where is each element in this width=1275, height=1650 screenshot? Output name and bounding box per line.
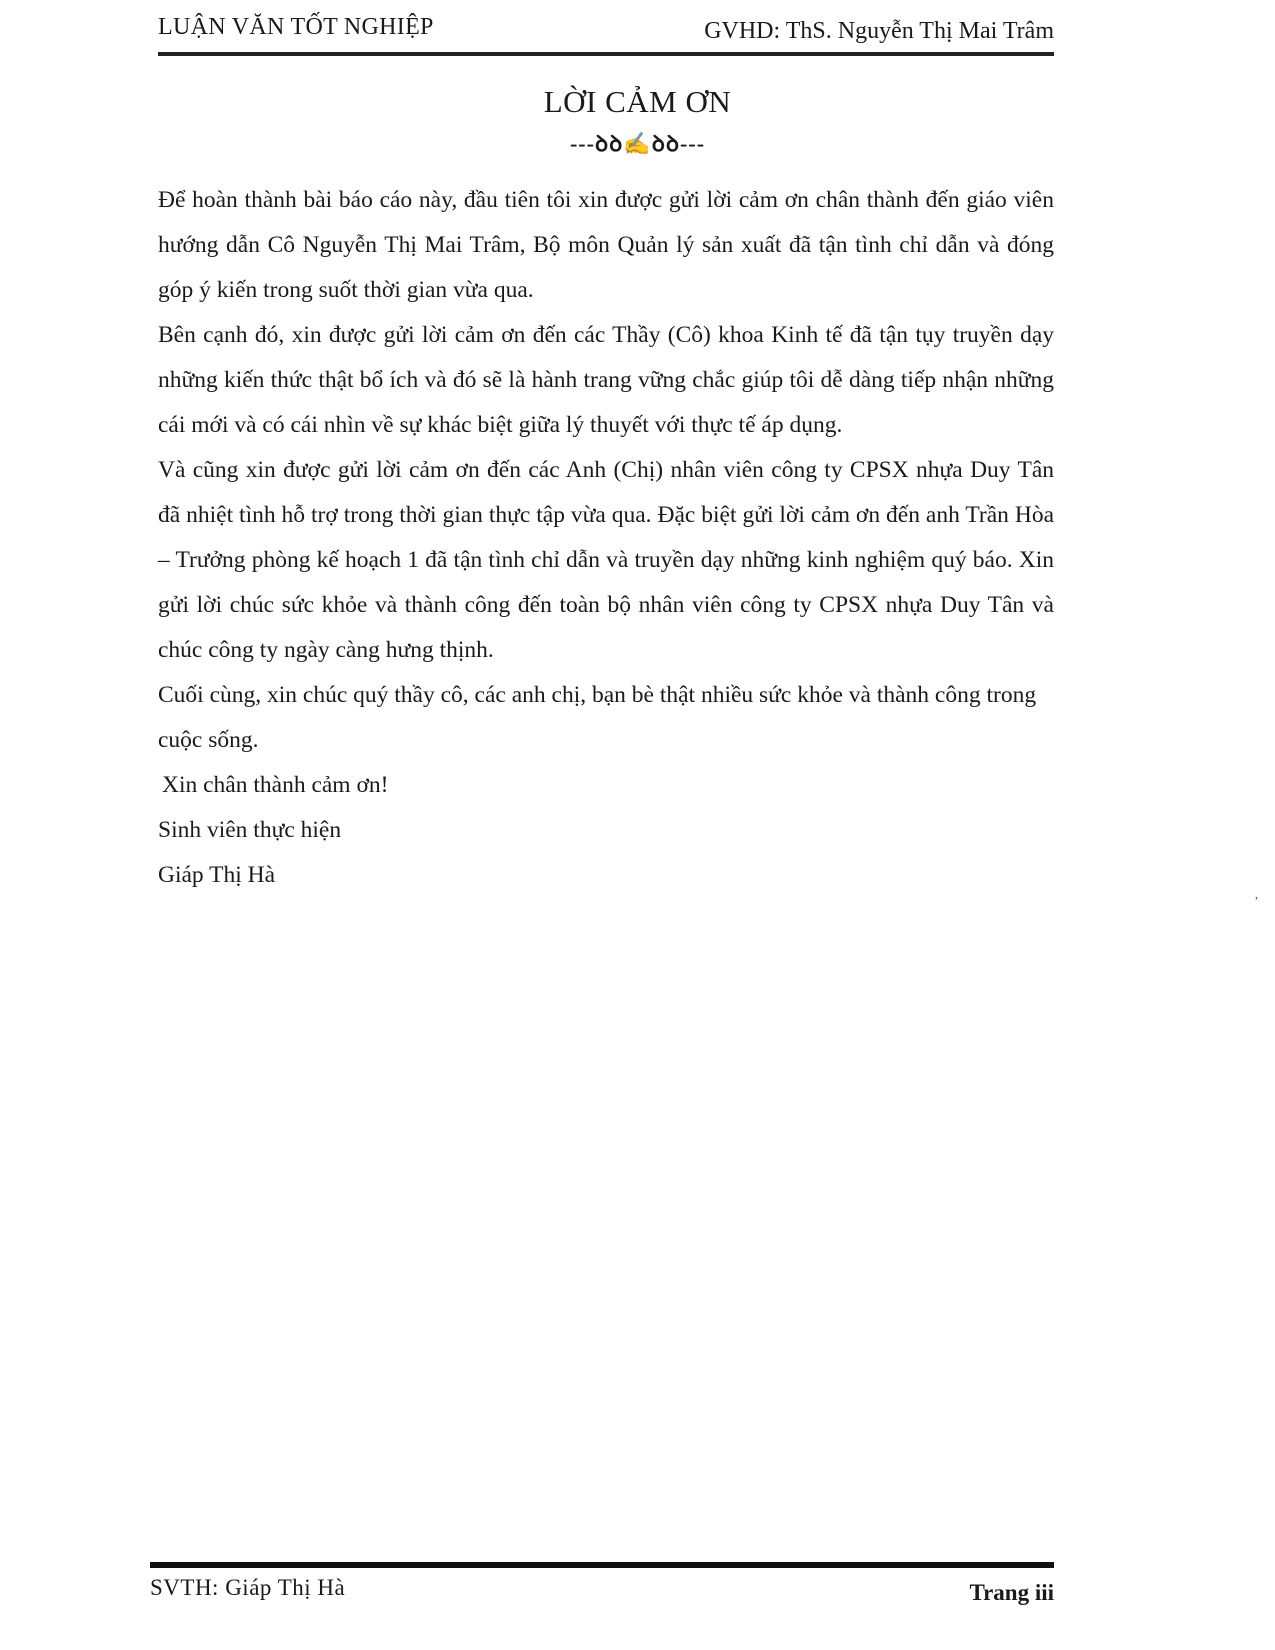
header-divider	[158, 52, 1054, 56]
acknowledgement-body	[158, 178, 1054, 898]
footer-page-number: Trang iii	[969, 1580, 1054, 1605]
signature-role: Sinh viên thực hiện	[158, 817, 342, 843]
footer-divider	[150, 1562, 1054, 1568]
title-ornament: ---ꝺꝺ✍ꝺꝺ---	[569, 131, 706, 156]
paragraph-2: Bên cạnh đó, xin được gửi lời cảm ơn đến các Thầy (Cô) khoa Kinh tế đã tận tụy truyền dạy những kiến thức thật bổ ích và đó sẽ là hành trang vững chắc giúp tôi dễ dàng tiếp nhận những cái mới và có cái nhìn về sự khác biệt giữa lý thuyết với thực tế áp dụng.	[158, 322, 1054, 438]
footer-student: SVTH: Giáp Thị Hà	[150, 1575, 346, 1600]
signature-name: Giáp Thị Hà	[158, 862, 276, 888]
paragraph-1: Để hoàn thành bài báo cáo này, đầu tiên tôi xin được gửi lời cảm ơn chân thành đến giáo viên hướng dẫn Cô Nguyễn Thị Mai Trâm, Bộ môn Quản lý sản xuất đã tận tình chỉ dẫn và đóng góp ý kiến trong suốt thời gian vừa qua.	[158, 187, 1054, 303]
header-thesis-label: LUẬN VĂN TỐT NGHIỆP	[158, 14, 434, 40]
header-advisor: GVHD: ThS. Nguyễn Thị Mai Trâm	[704, 18, 1054, 44]
scan-margin-mark: ,	[1255, 887, 1258, 901]
paragraph-4: Cuối cùng, xin chúc quý thầy cô, các anh chị, bạn bè thật nhiều sức khỏe và thành công trong cuộc sống.	[158, 682, 1037, 753]
page-header	[158, 12, 1054, 52]
paragraph-3: Và cũng xin được gửi lời cảm ơn đến các Anh (Chị) nhân viên công ty CPSX nhựa Duy Tân đã nhiệt tình hỗ trợ trong thời gian thực tập vừa qua. Đặc biệt gửi lời cảm ơn đến anh Trần Hòa – Trưởng phòng kế hoạch 1 đã tận tình chỉ dẫn và truyền dạy những kinh nghiệm quý báo. Xin gửi lời chúc sức khỏe và thành công đến toàn bộ nhân viên công ty CPSX nhựa Duy Tân và chúc công ty ngày càng hưng thịnh.	[158, 457, 1054, 663]
page-title: LỜI CẢM ƠN	[543, 84, 732, 119]
closing-line: Xin chân thành cảm ơn!	[162, 772, 389, 798]
